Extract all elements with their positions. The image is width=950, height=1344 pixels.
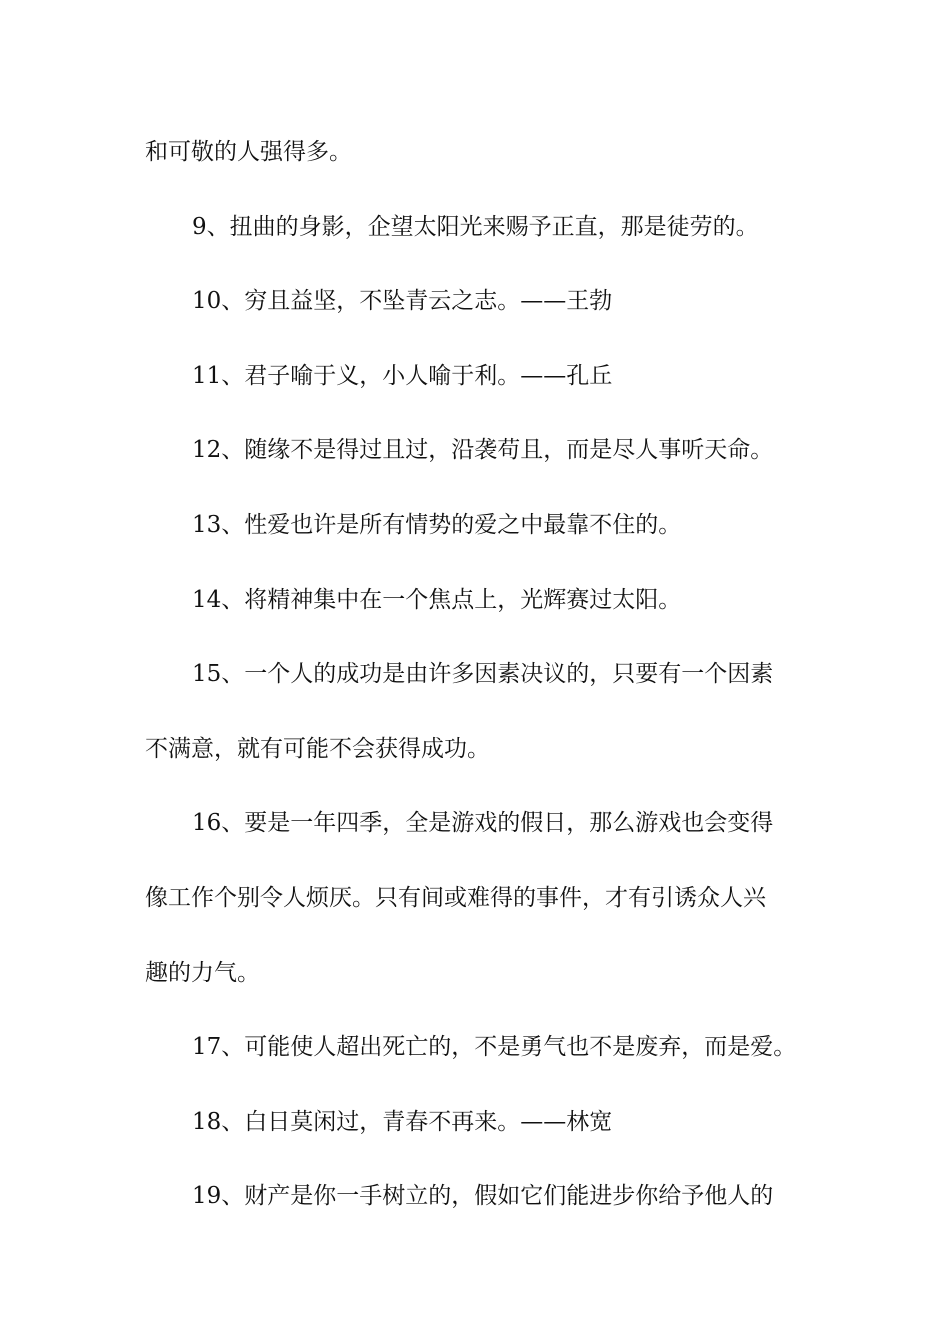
quote-12: 12、随缘不是得过且过，沿袭苟且，而是尽人事听天命。 bbox=[192, 437, 774, 464]
quote-15: 15、一个人的成功是由许多因素决议的，只要有一个因素 bbox=[192, 661, 774, 688]
quote-15-continued: 不满意，就有可能不会获得成功。 bbox=[145, 735, 490, 762]
quote-14: 14、将精神集中在一个焦点上，光辉赛过太阳。 bbox=[192, 586, 682, 613]
quote-16-end: 趣的力气。 bbox=[145, 959, 260, 986]
quote-11: 11、君子喻于义，小人喻于利。——孔丘 bbox=[192, 362, 613, 389]
quote-16: 16、要是一年四季，全是游戏的假日，那么游戏也会变得 bbox=[192, 810, 774, 837]
text-line: 和可敬的人强得多。 bbox=[145, 139, 352, 165]
quote-19: 19、财产是你一手树立的，假如它们能进步你给予他人的 bbox=[192, 1183, 774, 1210]
quote-13: 13、性爱也许是所有情势的爱之中最靠不住的。 bbox=[192, 511, 682, 538]
quote-10: 10、穷且益坚，不坠青云之志。——王勃 bbox=[192, 288, 613, 315]
quote-17: 17、可能使人超出死亡的，不是勇气也不是废弃，而是爱。 bbox=[192, 1034, 797, 1061]
quote-18: 18、白日莫闲过，青春不再来。——林宽 bbox=[192, 1108, 613, 1135]
quote-9: 9、扭曲的身影，企望太阳光来赐予正直，那是徒劳的。 bbox=[192, 213, 759, 240]
quote-16-continued: 像工作个别令人烦厌。只有间或难得的事件，才有引诱众人兴 bbox=[145, 884, 766, 911]
document-body bbox=[145, 132, 805, 1251]
